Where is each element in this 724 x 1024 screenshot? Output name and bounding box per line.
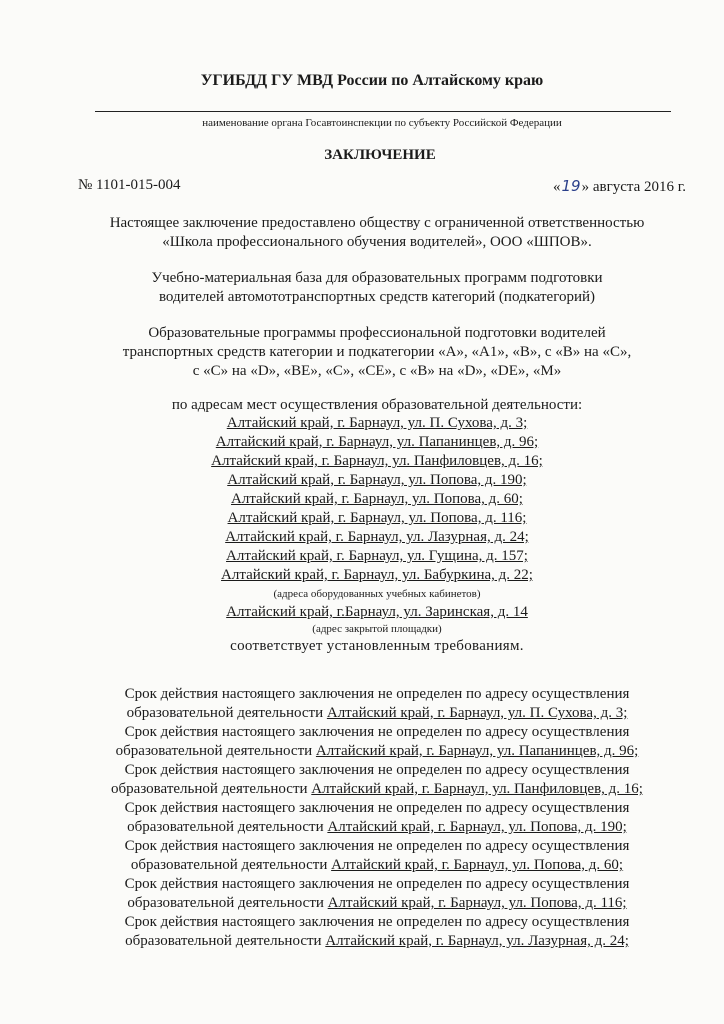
classrooms-note: (адреса оборудованных учебных кабинетов)	[273, 588, 481, 600]
term-line: Срок действия настоящего заключения не определен по адресу осуществления	[124, 800, 630, 816]
term-line: Срок действия настоящего заключения не определен по адресу осуществления	[124, 838, 630, 854]
address-text: Алтайский край, г. Барнаул, ул. П. Сухова, д. 3;	[226, 415, 528, 431]
term-address: Алтайский край, г. Барнаул, ул. Попова, д. 190;	[327, 819, 627, 835]
address-item	[30, 433, 724, 452]
term-prefix: образовательной деятельности	[126, 705, 327, 721]
address-item	[30, 566, 724, 585]
programs-line: Образовательные программы профессиональной подготовки водителей	[148, 325, 606, 341]
address-text: Алтайский край, г. Барнаул, ул. Попова, д. 60;	[231, 491, 523, 507]
term-line: Срок действия настоящего заключения не определен по адресу осуществления	[124, 686, 630, 702]
term-line	[30, 818, 724, 837]
address-text: Алтайский край, г. Барнаул, ул. Гущина, д. 157;	[226, 548, 528, 564]
term-prefix: образовательной деятельности	[127, 895, 328, 911]
term-line	[30, 704, 724, 723]
address-item	[30, 414, 724, 433]
address-text: Алтайский край, г. Барнаул, ул. Папанинцев, д. 96;	[215, 434, 539, 450]
address-item	[30, 490, 724, 509]
material-base-line: водителей автомототранспортных средств категорий (подкатегорий)	[158, 289, 596, 305]
address-text: Алтайский край, г. Барнаул, ул. Попова, д. 190;	[227, 472, 527, 488]
address-text: Алтайский край, г. Барнаул, ул. Лазурная, д. 24;	[225, 529, 529, 545]
term-address: Алтайский край, г. Барнаул, ул. Папанинцев, д. 96;	[315, 743, 639, 759]
programs-line: с «С» на «D», «ВЕ», «С», «СЕ», с «В» на «D», «DЕ», «М»	[192, 363, 562, 379]
term-line	[30, 932, 724, 951]
term-item	[30, 685, 724, 723]
term-line	[30, 856, 724, 875]
address-text: Алтайский край, г. Барнаул, ул. Попова, д. 116;	[227, 510, 527, 526]
closed-site-address-text: Алтайский край, г.Барнаул, ул. Заринская, д. 14	[226, 604, 528, 620]
term-address: Алтайский край, г. Барнаул, ул. Попова, д. 116;	[327, 895, 627, 911]
term-address: Алтайский край, г. Барнаул, ул. Лазурная, д. 24;	[325, 933, 629, 949]
term-prefix: образовательной деятельности	[127, 819, 328, 835]
material-base-paragraph	[0, 269, 724, 307]
term-line: Срок действия настоящего заключения не определен по адресу осуществления	[124, 876, 630, 892]
authority-underline	[95, 111, 671, 112]
term-address: Алтайский край, г. Барнаул, ул. Панфиловцев, д. 16;	[311, 781, 643, 797]
programs-line: транспортных средств категории и подкатегории «А», «А1», «В», с «В» на «С»,	[122, 344, 632, 360]
document-number: № 1101-015-004	[78, 177, 181, 193]
recipient-paragraph	[0, 214, 724, 252]
authority-caption: наименование органа Госавтоинспекции по субъекту Российской Федерации	[202, 117, 562, 129]
term-item	[30, 837, 724, 875]
term-line	[30, 780, 724, 799]
material-base-line: Учебно-материальная база для образовательных программ подготовки	[151, 270, 603, 286]
address-item	[30, 452, 724, 471]
term-line	[30, 742, 724, 761]
conformity-statement: соответствует установленным требованиям.	[230, 638, 524, 654]
term-item	[30, 913, 724, 951]
term-prefix: образовательной деятельности	[111, 781, 312, 797]
address-item	[30, 509, 724, 528]
term-item	[30, 799, 724, 837]
validity-terms	[0, 685, 724, 951]
term-prefix: образовательной деятельности	[130, 857, 332, 873]
term-line	[30, 894, 724, 913]
term-item	[30, 875, 724, 913]
document-title: ЗАКЛЮЧЕНИЕ	[324, 147, 436, 163]
address-text: Алтайский край, г. Барнаул, ул. Бабуркина, д. 22;	[221, 567, 533, 583]
address-item	[30, 547, 724, 566]
term-prefix: образовательной деятельности	[115, 743, 316, 759]
recipient-line: «Школа профессионального обучения водителей», ООО «ШПОВ».	[162, 234, 592, 250]
address-item	[30, 471, 724, 490]
recipient-line: Настоящее заключение предоставлено обществу с ограниченной ответственностью	[109, 215, 645, 231]
term-line: Срок действия настоящего заключения не определен по адресу осуществления	[124, 914, 630, 930]
authority-title: УГИБДД ГУ МВД России по Алтайскому краю	[200, 72, 544, 89]
term-prefix: образовательной деятельности	[125, 933, 326, 949]
address-list	[0, 414, 724, 656]
term-line: Срок действия настоящего заключения не определен по адресу осуществления	[124, 762, 630, 778]
programs-paragraph	[0, 324, 724, 381]
term-address: Алтайский край, г. Барнаул, ул. П. Сухова, д. 3;	[326, 705, 628, 721]
date-open-quote: «	[552, 179, 561, 195]
closed-site-note: (адрес закрытой площадки)	[312, 623, 442, 635]
term-line: Срок действия настоящего заключения не определен по адресу осуществления	[124, 724, 630, 740]
address-intro: по адресам мест осуществления образовательной деятельности:	[171, 397, 583, 413]
address-text: Алтайский край, г. Барнаул, ул. Панфиловцев, д. 16;	[211, 453, 543, 469]
term-item	[30, 761, 724, 799]
closed-site-address	[30, 603, 724, 622]
date-month-year: » августа 2016 г.	[581, 179, 686, 195]
term-address: Алтайский край, г. Барнаул, ул. Попова, д. 60;	[331, 857, 624, 873]
term-item	[30, 723, 724, 761]
date-day-handwritten: 19	[561, 177, 581, 195]
document-date	[553, 177, 686, 196]
address-item	[30, 528, 724, 547]
